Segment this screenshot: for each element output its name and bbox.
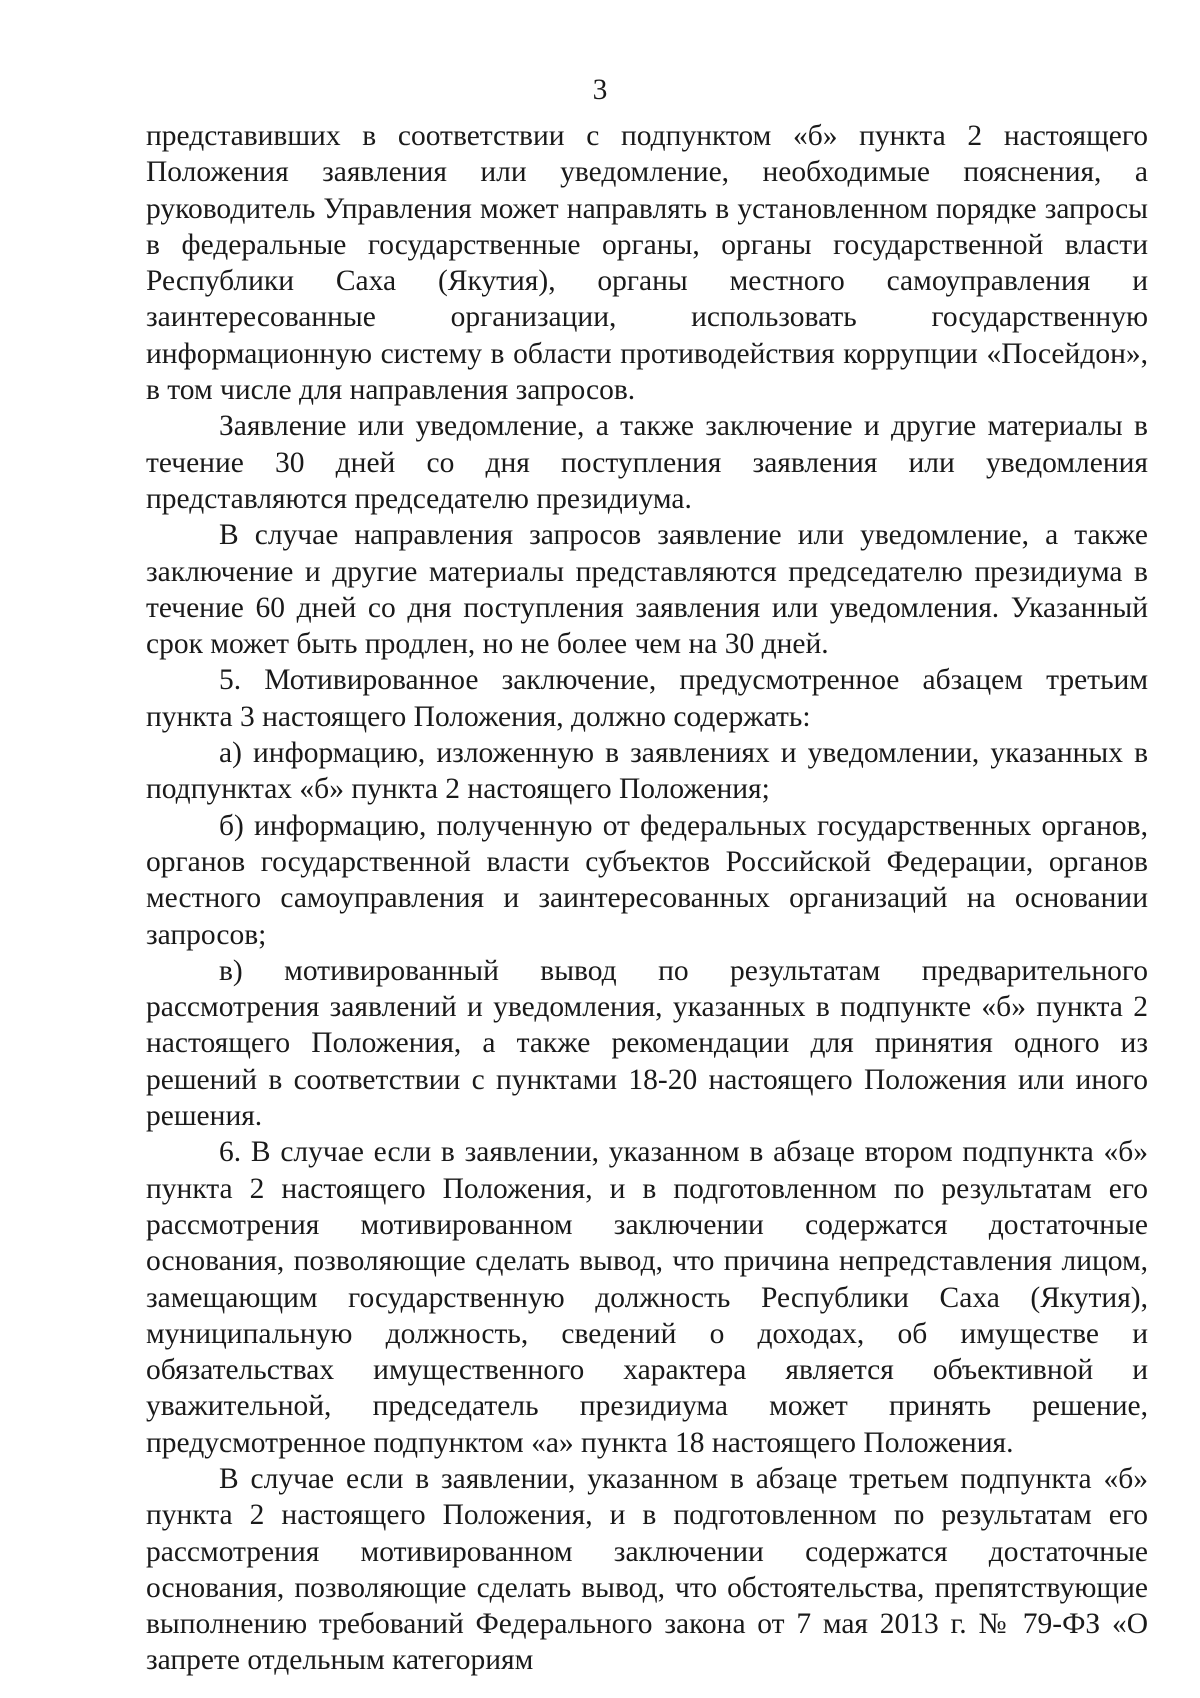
paragraph-continuation: представивших в соответствии с подпунктом «б» пункта 2 настоящего Положения заявления или уведомление, необходимые пояснения, а руководитель Управления может направлять в установленном порядке запросы в федеральные государственные органы, органы государственной власти Республики Саха (Якутия), органы местного самоуправления и заинтересованные организации, использовать государственную информационную систему в области противодействия коррупции «Посейдон», в том числе для направления запросов. (146, 120, 1148, 407)
paragraph-item-5: 5. Мотивированное заключение, предусмотренное абзацем третьим пункта 3 настоящего Положения, должно содержать: (146, 664, 1148, 733)
paragraph-subitem-v: в) мотивированный вывод по результатам предварительного рассмотрения заявлений и уведомления, указанных в подпункте «б» пункта 2 настоящего Положения, а также рекомендации для принятия одного из решений в соответствии с пунктами 18-20 настоящего Положения или иного решения. (146, 954, 1148, 1133)
document-body (146, 118, 1148, 1679)
page-number: 3 (592, 74, 608, 106)
paragraph-materials-60-days: В случае направления запросов заявление или уведомление, а также заключение и другие материалы представляются председателю президиума в течение 60 дней со дня поступления заявления или уведомления. Указанный срок может быть продлен, но не более чем на 30 дней. (146, 519, 1148, 661)
paragraph-subitem-a: а) информацию, изложенную в заявлениях и уведомлении, указанных в подпунктах «б» пункта 2 настоящего Положения; (146, 737, 1148, 806)
paragraph-item-6-continued: В случае если в заявлении, указанном в абзаце третьем подпункта «б» пункта 2 настоящего Положения, и в подготовленном по результатам его рассмотрения мотивированном заключении содержатся достаточные основания, позволяющие сделать вывод, что обстоятельства, препятствующие выполнению требований Федерального закона от 7 мая 2013 г. № 79-ФЗ «О запрете отдельным категориям (146, 1462, 1148, 1677)
paragraph-item-6: 6. В случае если в заявлении, указанном в абзаце втором подпункта «б» пункта 2 настоящего Положения, и в подготовленном по результатам его рассмотрения мотивированном заключении содержатся достаточные основания, позволяющие сделать вывод, что причина непредставления лицом, замещающим государственную должность Республики Саха (Якутия), муниципальную должность, сведений о доходах, об имуществе и обязательствах имущественного характера является объективной и уважительной, председатель президиума может принять решение, предусмотренное подпунктом «а» пункта 18 настоящего Положения. (146, 1136, 1148, 1459)
paragraph-materials-30-days: Заявление или уведомление, а также заключение и другие материалы в течение 30 дней со дня поступления заявления или уведомления представляются председателю президиума. (146, 410, 1148, 515)
paragraph-subitem-b: б) информацию, полученную от федеральных государственных органов, органов государственной власти субъектов Российской Федерации, органов местного самоуправления и заинтересованных организаций на основании запросов; (146, 809, 1148, 951)
